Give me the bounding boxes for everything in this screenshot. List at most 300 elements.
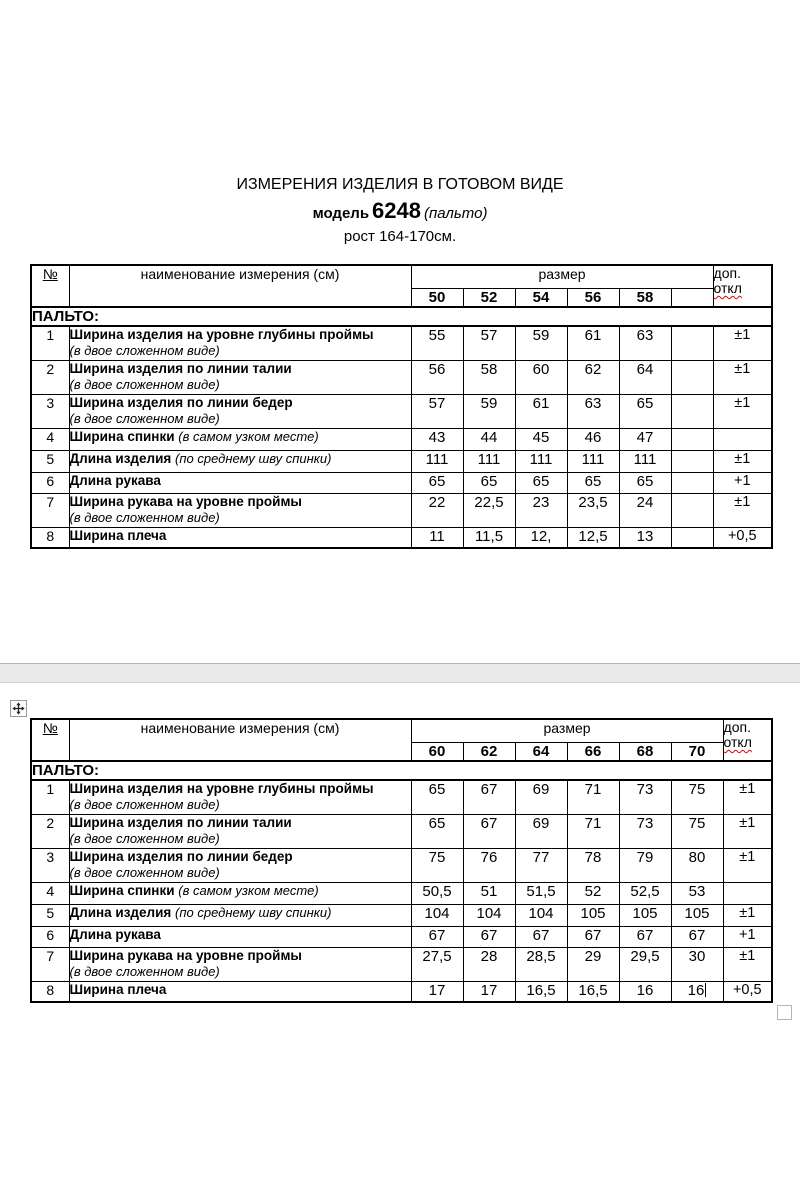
section-row[interactable] [31,307,772,326]
size-col-header[interactable]: 54 [515,288,567,307]
size-value: 56 [428,360,446,378]
size-value-cell[interactable] [463,904,515,926]
size-value: 23 [532,493,550,511]
row-number-cell[interactable]: 6 [31,926,69,947]
table-row [31,882,772,904]
tolerance-cell[interactable]: ±1 [723,814,772,848]
size-value-cell[interactable] [515,814,567,848]
size-value-cell[interactable] [671,527,713,548]
size-value-cell[interactable] [411,814,463,848]
size-col-header[interactable]: 60 [411,742,463,761]
size-value-cell[interactable] [463,882,515,904]
size-value-cell[interactable] [567,926,619,947]
row-number-cell[interactable]: 5 [31,904,69,926]
measurement-name-cell[interactable] [69,493,411,527]
row-number-cell[interactable]: 6 [31,472,69,493]
measurement-name-cell[interactable] [69,472,411,493]
size-value-cell[interactable] [515,472,567,493]
size-value: 24 [636,493,654,511]
measurement-name: Ширина рукава на уровне проймы [69,493,302,509]
size-value: 80 [688,848,706,866]
size-value: 73 [636,781,654,798]
table-row [31,428,772,450]
size-value: 79 [636,848,654,866]
size-value: 57 [480,327,498,344]
size-value-cell[interactable] [463,947,515,981]
size-value: 65 [636,472,654,490]
size-value-cell[interactable] [515,527,567,548]
size-value: 16,5 [526,981,556,999]
measurement-name: Ширина рукава на уровне проймы [69,947,302,963]
page-break-band [0,663,800,683]
size-value: 65 [428,781,446,798]
row-number-cell[interactable]: 7 [31,493,69,527]
size-value-cell[interactable] [411,428,463,450]
section-row[interactable] [31,761,772,780]
size-col-header[interactable]: 70 [671,742,723,761]
header-size-cell[interactable]: размер [411,719,723,742]
measurement-name-cell[interactable] [69,780,411,814]
size-value-cell[interactable] [515,493,567,527]
size-value-cell[interactable] [567,527,619,548]
size-value-cell[interactable] [463,926,515,947]
size-value: 44 [480,428,498,446]
tolerance-cell[interactable]: ±1 [713,493,772,527]
table-row [31,814,772,848]
size-value-cell[interactable] [515,882,567,904]
size-value: 104 [424,904,450,922]
size-value-cell[interactable] [463,394,515,428]
size-value: 50,5 [422,882,452,900]
size-value-cell[interactable] [463,780,515,814]
size-value: 11 [429,527,445,545]
size-value: 17 [428,981,446,999]
size-value: 53 [688,882,706,900]
size-value-cell[interactable] [463,493,515,527]
measurement-name-cell[interactable] [69,428,411,450]
header-tolerance-cell[interactable] [723,719,772,761]
size-value-cell[interactable] [619,848,671,882]
measurement-name-cell[interactable] [69,814,411,848]
size-value: 111 [425,450,449,468]
size-value-cell[interactable] [411,326,463,360]
size-value-cell[interactable] [567,360,619,394]
table-move-handle[interactable] [10,700,27,717]
size-value: 63 [636,327,654,344]
size-value-cell[interactable] [411,394,463,428]
size-col-header[interactable]: 52 [463,288,515,307]
size-value: 67 [480,814,498,832]
size-value: 28,5 [526,947,556,965]
size-col-header[interactable]: 62 [463,742,515,761]
size-value-cell[interactable] [463,848,515,882]
row-number-cell[interactable]: 8 [31,527,69,548]
size-value: 75 [688,781,706,798]
measurement-name: Ширина изделия на уровне глубины проймы [69,781,374,796]
size-value-cell[interactable] [567,981,619,1002]
size-value-cell[interactable] [567,450,619,472]
size-value: 105 [632,904,658,922]
table-row [31,981,772,1002]
section-label: ПАЛЬТО: [32,762,100,779]
measurement-name-cell[interactable] [69,326,411,360]
size-value: 77 [532,848,550,866]
size-value-cell[interactable] [619,882,671,904]
size-value-cell[interactable] [671,394,713,428]
size-value: 65 [428,814,446,832]
size-value: 28 [480,947,498,965]
size-value-cell[interactable] [515,360,567,394]
size-value-cell[interactable] [411,360,463,394]
size-value: 111 [477,450,501,468]
size-value-cell[interactable] [463,450,515,472]
size-value-cell[interactable] [411,848,463,882]
size-value: 55 [428,327,446,344]
table-row [31,527,772,548]
size-value-cell[interactable] [515,947,567,981]
model-line[interactable] [0,198,800,226]
size-value-cell[interactable] [619,780,671,814]
size-value: 61 [584,327,602,344]
size-value: 75 [688,814,706,832]
measurement-note: (в двое сложенном виде) [69,509,220,525]
size-col-header[interactable]: 66 [567,742,619,761]
row-number-cell[interactable]: 1 [31,326,69,360]
measurement-note: (в двое сложенном виде) [69,797,220,812]
size-value-cell[interactable] [411,882,463,904]
doc-title-block [0,175,800,246]
size-value-cell[interactable] [567,848,619,882]
header-size-cell[interactable]: размер [411,265,713,288]
size-value-cell[interactable] [515,780,567,814]
height-line[interactable]: рост 164-170см. [343,228,457,245]
size-value: 111 [529,450,553,468]
size-value: 51 [480,882,498,900]
measurement-name-cell[interactable] [69,848,411,882]
size-value: 61 [532,394,550,412]
size-value-cell[interactable] [515,326,567,360]
table-resize-handle[interactable] [777,1005,792,1020]
tolerance-cell[interactable]: +1 [713,472,772,493]
size-value: 43 [428,428,446,446]
row-number-cell[interactable]: 2 [31,360,69,394]
measurement-name: Длина изделия [69,450,172,466]
size-value: 67 [532,926,550,944]
size-value-cell[interactable] [567,814,619,848]
size-value-cell[interactable] [567,904,619,926]
size-value-cell[interactable] [671,428,713,450]
size-value-cell[interactable] [619,472,671,493]
size-value-cell[interactable] [463,326,515,360]
size-value-cell[interactable] [463,428,515,450]
size-value-cell[interactable] [671,981,723,1002]
size-value-cell[interactable] [411,527,463,548]
size-value-cell[interactable] [515,428,567,450]
tolerance-cell[interactable]: +1 [723,926,772,947]
size-value-cell[interactable] [619,947,671,981]
size-value: 23,5 [578,493,608,511]
header-name-cell[interactable]: наименование измерения (см) [69,719,411,761]
size-value-cell[interactable] [567,493,619,527]
size-col-header[interactable]: 50 [411,288,463,307]
size-value-cell[interactable] [619,981,671,1002]
size-value: 78 [584,848,602,866]
measurement-name: Ширина изделия по линии талии [69,814,292,830]
size-value-cell[interactable] [671,360,713,394]
tolerance-cell[interactable]: +0,5 [723,981,772,1002]
size-value: 71 [584,781,602,798]
size-value-cell[interactable] [619,428,671,450]
table-row [31,848,772,882]
table-row [31,947,772,981]
size-value-cell[interactable] [515,904,567,926]
size-value-cell[interactable] [411,981,463,1002]
size-value-cell[interactable] [411,947,463,981]
size-value-cell[interactable] [515,450,567,472]
size-value: 62 [584,360,602,378]
size-value: 73 [636,814,654,832]
size-value: 65 [428,472,446,490]
size-value-cell[interactable] [515,848,567,882]
measurement-name-cell[interactable] [69,394,411,428]
tolerance-cell[interactable] [723,882,772,904]
size-value-cell[interactable] [463,981,515,1002]
size-value-cell[interactable] [411,472,463,493]
size-value-cell[interactable] [671,493,713,527]
model-number: 6248 [372,198,421,223]
tolerance-cell[interactable]: ±1 [713,360,772,394]
measurement-name-cell[interactable] [69,527,411,548]
tolerance-cell[interactable]: ±1 [713,326,772,360]
size-value-cell[interactable] [515,981,567,1002]
tolerance-cell[interactable]: ±1 [713,394,772,428]
row-number-cell[interactable]: 4 [31,428,69,450]
tolerance-cell[interactable] [713,428,772,450]
size-value-cell[interactable] [619,360,671,394]
size-value-cell[interactable] [411,780,463,814]
size-value: 111 [633,450,657,468]
size-value: 30 [688,947,706,965]
text-cursor [705,983,706,997]
size-value: 67 [480,926,498,944]
measurement-note: (в самом узком месте) [178,882,319,898]
tolerance-cell[interactable]: ±1 [723,947,772,981]
size-value-cell[interactable] [671,926,723,947]
size-value-cell[interactable] [619,493,671,527]
size-value: 52 [584,882,602,900]
size-value-cell[interactable] [567,882,619,904]
num-header-label: № [42,266,58,282]
size-value-cell[interactable] [567,428,619,450]
size-value: 105 [580,904,606,922]
size-value: 64 [636,360,654,378]
header-num-cell[interactable] [31,265,69,307]
tolerance-cell[interactable]: ±1 [723,848,772,882]
size-value: 12, [530,527,552,545]
size-value: 13 [636,527,654,545]
measurement-name: Ширина изделия по линии талии [69,360,292,376]
size-value: 59 [532,327,550,344]
tolerance-label-line1: доп. [713,265,741,281]
size-value: 58 [480,360,498,378]
header-tolerance-cell[interactable] [713,265,772,307]
size-value: 104 [476,904,502,922]
size-value-cell[interactable] [463,472,515,493]
row-number-cell[interactable]: 3 [31,848,69,882]
row-number-cell[interactable]: 7 [31,947,69,981]
size-value: 71 [584,814,602,832]
table-row [31,450,772,472]
size-col-header[interactable]: 64 [515,742,567,761]
size-value-cell[interactable] [671,472,713,493]
size-value: 22,5 [474,493,504,511]
size-value: 57 [428,394,446,412]
size-value-cell[interactable] [411,904,463,926]
move-arrows-icon [12,702,25,715]
size-value: 76 [480,848,498,866]
header-num-cell[interactable] [31,719,69,761]
measurement-name-cell[interactable] [69,947,411,981]
size-value-cell[interactable] [671,904,723,926]
size-value-cell[interactable] [671,947,723,981]
size-value: 51,5 [526,882,556,900]
measurement-note: (по среднему шву спинки) [175,450,332,466]
size-value: 67 [688,926,706,944]
size-value-cell[interactable] [463,360,515,394]
size-value: 63 [584,394,602,412]
size-value-cell[interactable] [619,926,671,947]
measurement-name-cell[interactable] [69,981,411,1002]
size-value-cell[interactable] [567,326,619,360]
size-value: 104 [528,904,554,922]
size-value-cell[interactable] [567,947,619,981]
size-value: 67 [428,926,446,944]
size-value: 16 [636,981,654,999]
measurement-name-cell[interactable] [69,882,411,904]
size-value-cell[interactable] [619,527,671,548]
table-row [31,326,772,360]
measurement-note: (в двое сложенном виде) [69,830,220,846]
table-row [31,493,772,527]
table-body [31,326,772,548]
size-value-cell[interactable] [567,780,619,814]
size-value-cell[interactable] [671,848,723,882]
size-value-cell[interactable] [463,814,515,848]
measurements-table-2 [30,718,773,1003]
size-value: 67 [480,781,498,798]
size-value-cell[interactable] [411,493,463,527]
size-value: 75 [428,848,446,866]
measurement-name: Длина рукава [69,472,161,488]
row-number-cell[interactable]: 4 [31,882,69,904]
size-value-cell[interactable] [411,926,463,947]
table-row [31,360,772,394]
size-value-cell[interactable] [567,472,619,493]
measurement-name-cell[interactable] [69,360,411,394]
size-value: 105 [684,904,710,922]
measurement-name: Ширина плеча [69,981,167,997]
size-value-cell[interactable] [619,326,671,360]
measurement-name: Ширина изделия по линии бедер [69,394,293,410]
size-value-cell[interactable] [411,450,463,472]
table-row [31,472,772,493]
table-row [31,394,772,428]
size-value: 22 [428,493,446,511]
row-number-cell[interactable]: 1 [31,780,69,814]
size-value: 45 [532,428,550,446]
size-col-header[interactable]: 58 [619,288,671,307]
doc-title[interactable]: ИЗМЕРЕНИЯ ИЗДЕЛИЯ В ГОТОВОМ ВИДЕ [236,176,564,193]
size-value-cell[interactable] [671,780,723,814]
size-value: 69 [532,781,550,798]
size-value: 17 [480,981,498,999]
measurement-name: Длина изделия [69,904,172,920]
tolerance-cell[interactable]: ±1 [723,904,772,926]
size-value-cell[interactable] [671,882,723,904]
size-value: 16,5 [578,981,608,999]
section-label: ПАЛЬТО: [32,308,100,325]
measurement-name: Ширина спинки [69,428,175,444]
measurement-name-cell[interactable] [69,904,411,926]
row-number-cell[interactable]: 3 [31,394,69,428]
measurement-name: Ширина изделия на уровне глубины проймы [69,327,374,342]
size-col-header[interactable] [671,288,713,307]
size-value: 65 [532,472,550,490]
size-col-header[interactable]: 68 [619,742,671,761]
measurement-name-cell[interactable] [69,926,411,947]
tolerance-cell[interactable]: ±1 [723,780,772,814]
measurement-name: Ширина спинки [69,882,175,898]
size-value: 65 [636,394,654,412]
measurement-name-cell[interactable] [69,450,411,472]
size-value-cell[interactable] [619,904,671,926]
tolerance-label-line2: откл [723,734,752,750]
size-value-cell[interactable] [619,814,671,848]
table-body [31,780,772,1002]
size-value: 12,5 [578,527,608,545]
row-number-cell[interactable]: 5 [31,450,69,472]
size-value-cell[interactable] [671,326,713,360]
tolerance-cell[interactable]: ±1 [713,450,772,472]
header-name-cell[interactable]: наименование измерения (см) [69,265,411,307]
size-value-cell[interactable] [619,450,671,472]
size-value-cell[interactable] [515,394,567,428]
measurement-name: Ширина изделия по линии бедер [69,848,293,864]
size-value: 67 [636,926,654,944]
row-number-cell[interactable]: 2 [31,814,69,848]
size-value: 69 [532,814,550,832]
num-header-label: № [42,720,58,736]
size-value: 16 [687,981,705,999]
measurement-note: (в двое сложенном виде) [69,963,220,979]
size-value: 46 [584,428,602,446]
model-type: (пальто) [424,205,488,222]
size-value: 29,5 [630,947,660,965]
table-row [31,926,772,947]
size-value: 11,5 [474,527,504,545]
row-number-cell[interactable]: 8 [31,981,69,1002]
size-value-cell[interactable] [619,394,671,428]
size-value-cell[interactable] [515,926,567,947]
size-value-cell[interactable] [671,814,723,848]
table-row [31,904,772,926]
size-col-header[interactable]: 56 [567,288,619,307]
size-value-cell[interactable] [463,527,515,548]
tolerance-cell[interactable]: +0,5 [713,527,772,548]
size-value: 67 [584,926,602,944]
size-value-cell[interactable] [671,450,713,472]
size-value-cell[interactable] [567,394,619,428]
